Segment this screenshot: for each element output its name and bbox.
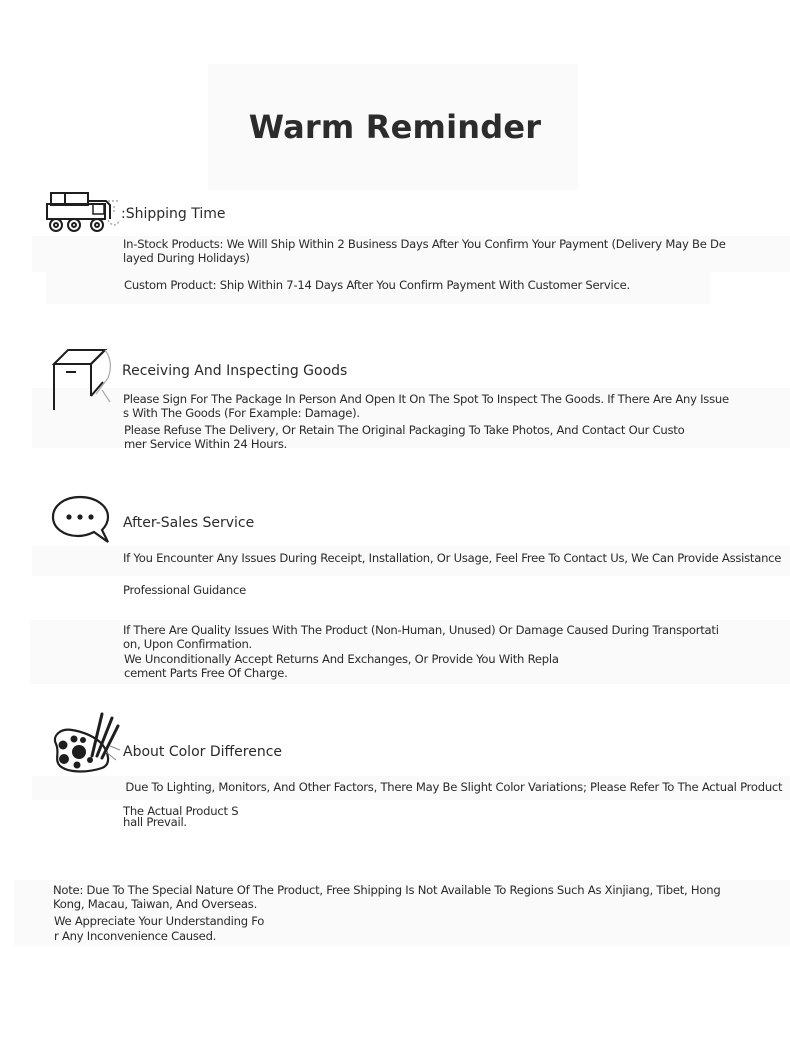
section-paragraph: Please Sign For The Package In Person And Open It On The Spot To Inspect The Goods. If There Are Any Issue s With The Goods (For Example: Damage).	[123, 392, 729, 420]
truck-icon	[44, 190, 122, 234]
section-paragraph: If There Are Quality Issues With The Product (Non-Human, Unused) Or Damage Caused During Transportati on, Upon Confirmation.	[123, 623, 719, 651]
page-title: Warm Reminder	[248, 108, 542, 146]
section-heading: About Color Difference	[123, 744, 283, 760]
note-paragraph: Note: Due To The Special Nature Of The Product, Free Shipping Is Not Available To Regions Such As Xinjiang, Tibet, Hong Kong, Macau, Taiwan, And Overseas.	[53, 883, 721, 911]
section-paragraph: We Unconditionally Accept Returns And Exchanges, Or Provide You With Repla cement Parts Free Of Charge.	[124, 652, 559, 680]
section-heading: :Shipping Time	[121, 206, 226, 222]
paint-palette-icon	[50, 708, 122, 776]
section-heading: After-Sales Service	[123, 515, 255, 531]
section-paragraph: Custom Product: Ship Within 7-14 Days After You Confirm Payment With Customer Service.	[124, 278, 630, 292]
package-box-icon	[50, 346, 118, 412]
section-paragraph: In-Stock Products: We Will Ship Within 2 Business Days After You Confirm Your Payment (Delivery May Be De layed During Holidays)	[123, 237, 726, 265]
section-paragraph: Due To Lighting, Monitors, And Other Factors, There May Be Slight Color Variations; Please Refer To The Actual Product	[122, 780, 783, 794]
section-heading: Receiving And Inspecting Goods	[122, 363, 348, 379]
section-paragraph: The Actual Product S hall Prevail.	[123, 804, 239, 829]
section-paragraph: Professional Guidance	[123, 583, 246, 597]
note-paragraph: We Appreciate Your Understanding Fo r Any Inconvenience Caused.	[54, 914, 265, 943]
section-paragraph: If You Encounter Any Issues During Receipt, Installation, Or Usage, Feel Free To Contact Us, We Can Provide Assistance	[123, 551, 782, 565]
chat-bubble-icon	[50, 494, 112, 546]
section-paragraph: Please Refuse The Delivery, Or Retain The Original Packaging To Take Photos, And Contact Our Custo mer Service Within 24 Hours.	[124, 423, 685, 451]
